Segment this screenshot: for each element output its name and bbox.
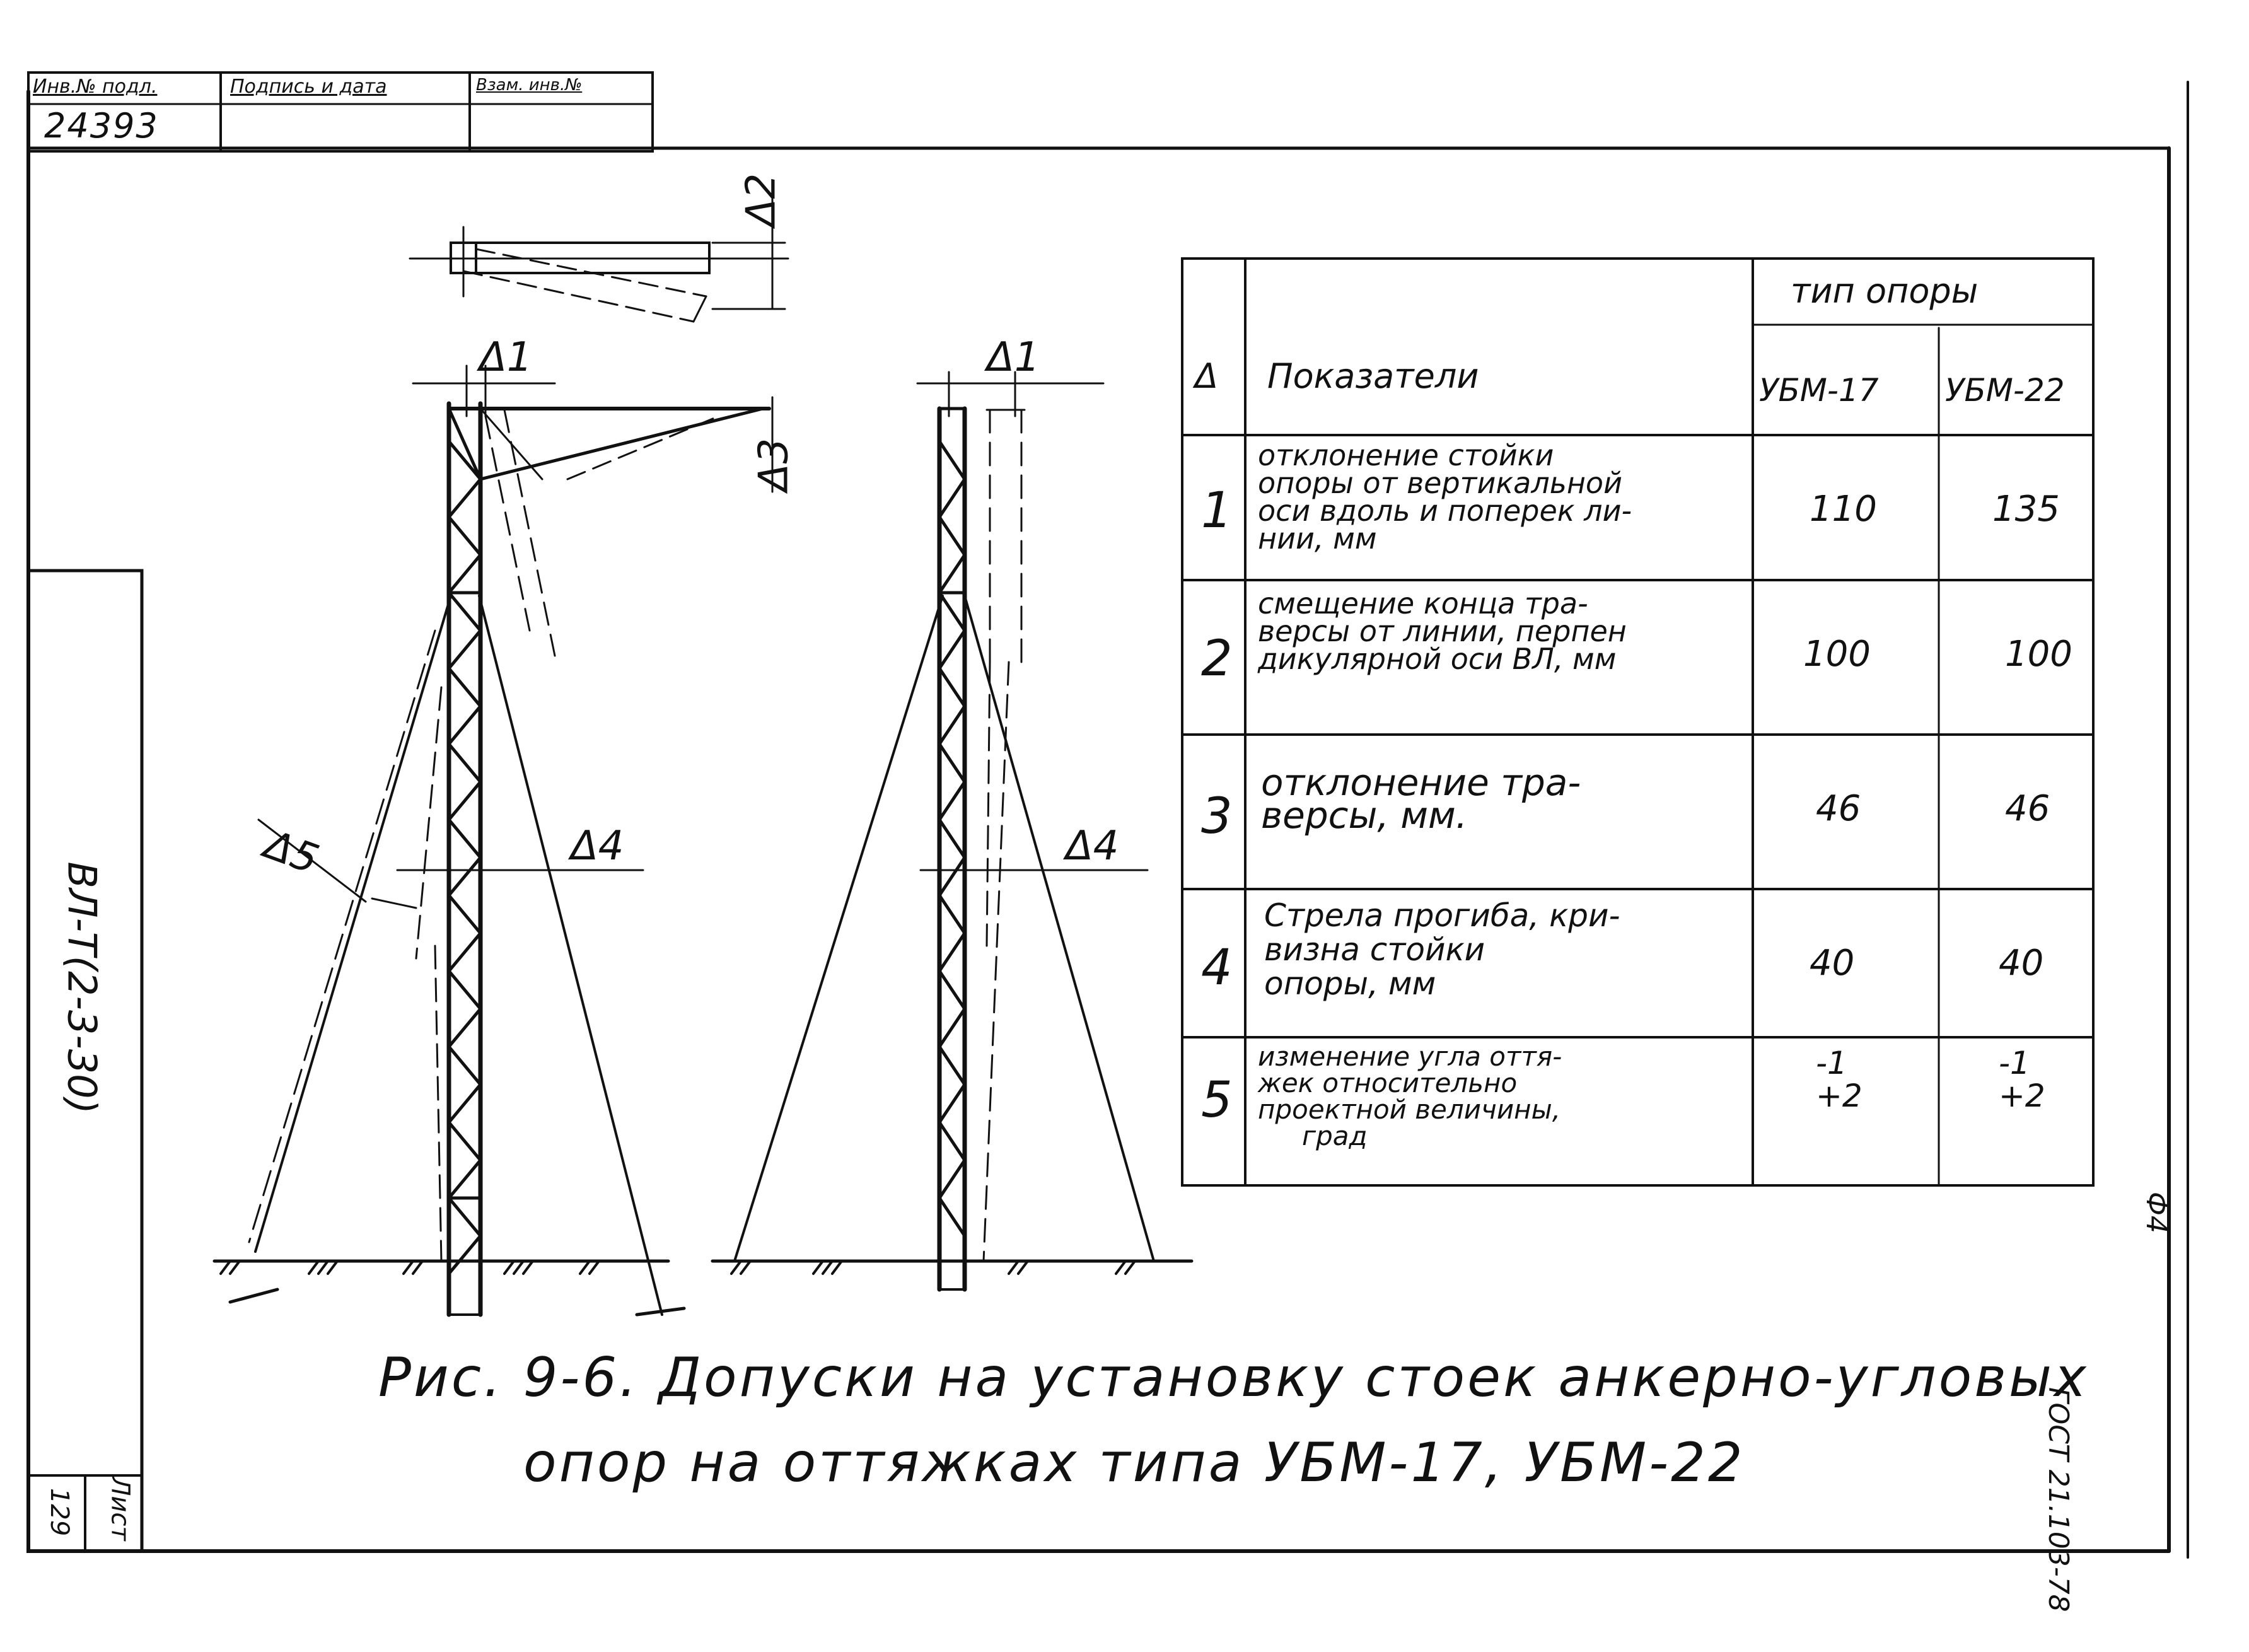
table-header-type-b: УБМ-22 xyxy=(1945,372,2065,409)
replace-inv-label: Взам. инв.№ xyxy=(476,76,583,95)
row-4-index: 4 xyxy=(1201,939,1233,996)
delta-4-left-label: Δ4 xyxy=(571,823,624,870)
row-5-value-b: -1 +2 xyxy=(1999,1045,2045,1114)
delta-3-label: Δ3 xyxy=(750,438,798,492)
standard-code: ГОСТ 21.103-78 xyxy=(2042,1387,2074,1612)
sign-date-label: Подпись и дата xyxy=(230,76,387,98)
delta-2-label: Δ2 xyxy=(738,173,785,227)
row-3-value-b: 46 xyxy=(2005,788,2050,829)
row-2-index: 2 xyxy=(1201,631,1233,687)
row-5-text: изменение угла оття- жек относительно проектной величины, град xyxy=(1258,1041,1562,1151)
table-header-indicators: Показатели xyxy=(1267,356,1479,396)
table-header-type-a: УБМ-17 xyxy=(1759,372,1879,409)
row-5-value-a: -1 +2 xyxy=(1816,1045,1863,1114)
figure-caption-line-1: Рис. 9-6. Допуски на установку стоек анкерно-угловых xyxy=(378,1346,2089,1409)
row-1-index: 1 xyxy=(1201,482,1233,539)
row-1-value-b: 135 xyxy=(1992,489,2060,530)
row-2-text: смещение конца тра- версы от линии, перпен дикулярной оси ВЛ, мм xyxy=(1258,586,1627,676)
format-label: Ф4 xyxy=(2140,1192,2172,1233)
figure-caption-line-2: опор на оттяжках типа УБМ-17, УБМ-22 xyxy=(523,1431,1745,1494)
table-header-delta: Δ xyxy=(1195,356,1218,396)
row-1-value-a: 110 xyxy=(1810,489,1877,530)
row-3-index: 3 xyxy=(1201,788,1233,845)
table-header-type: тип опоры xyxy=(1791,271,1979,311)
row-5-index: 5 xyxy=(1201,1072,1233,1129)
inv-value: 24393 xyxy=(44,106,159,146)
row-4-text: Стрела прогиба, кри- визна стойки опоры, мм xyxy=(1264,897,1620,1002)
sheet-label: Лист xyxy=(105,1477,135,1541)
delta-1-right-label: Δ1 xyxy=(987,334,1040,381)
row-3-value-a: 46 xyxy=(1816,788,1861,829)
row-4-value-a: 40 xyxy=(1810,943,1855,984)
row-3-text: отклонение тра- версы, мм. xyxy=(1261,761,1581,837)
row-2-value-b: 100 xyxy=(2005,634,2072,675)
delta-1-left-label: Δ1 xyxy=(479,334,533,381)
row-2-value-a: 100 xyxy=(1803,634,1871,675)
inv-label: Инв.№ подл. xyxy=(33,76,158,98)
row-4-value-b: 40 xyxy=(1999,943,2044,984)
row-1-text: отклонение стойки опоры от вертикальной оси вдоль и поперек ли- нии, мм xyxy=(1258,438,1632,556)
delta-5-label: Δ5 xyxy=(258,821,325,884)
side-code: ВЛ-Т(2-3-30) xyxy=(59,861,105,1114)
sheet-number: 129 xyxy=(45,1487,74,1537)
delta-4-right-label: Δ4 xyxy=(1066,823,1119,870)
